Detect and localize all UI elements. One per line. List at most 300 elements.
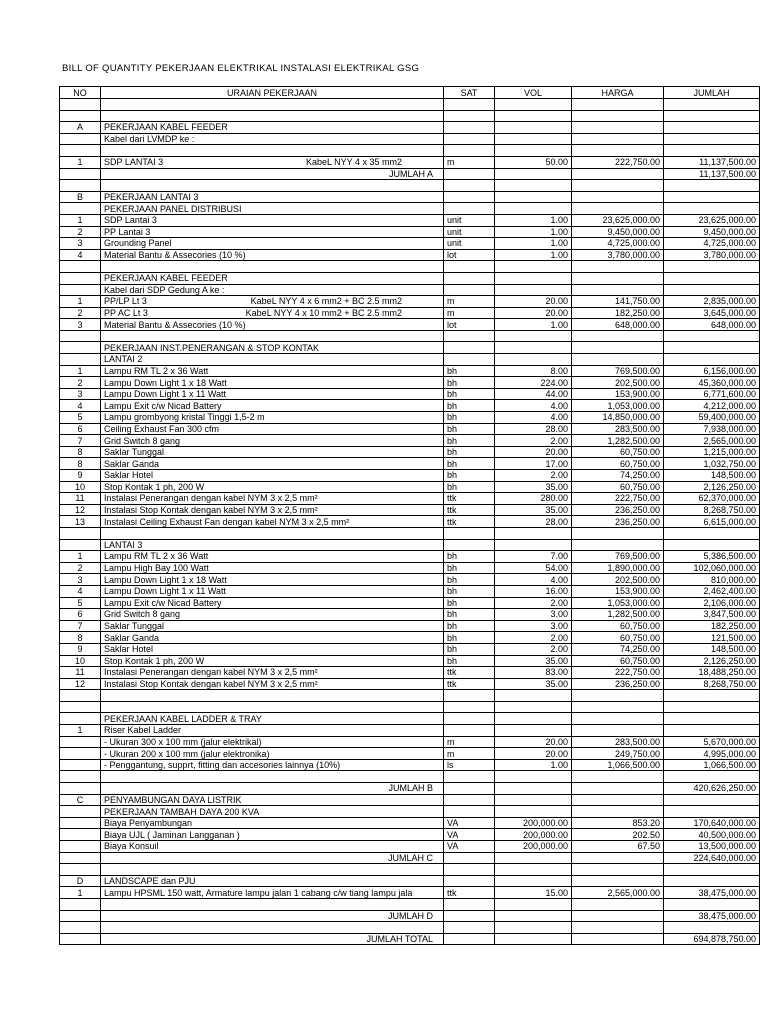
table-row <box>60 249 760 261</box>
table-row <box>60 412 760 424</box>
cell-vol <box>495 168 572 180</box>
cell-harga <box>572 99 664 111</box>
cell-uraian: Grounding Panel <box>101 238 444 250</box>
cell-vol <box>495 122 572 134</box>
cell-sat <box>444 527 495 539</box>
cell-jumlah <box>664 771 760 783</box>
cell-sat <box>444 771 495 783</box>
cell-sat: ttk <box>444 887 495 899</box>
table-row <box>60 493 760 505</box>
cell-harga: 202.50 <box>572 829 664 841</box>
cell-sat: ls <box>444 759 495 771</box>
cell-harga <box>572 701 664 713</box>
cell-vol: 200,000.00 <box>495 817 572 829</box>
cell-vol: 200,000.00 <box>495 829 572 841</box>
header-harga: HARGA <box>572 87 664 99</box>
cell-no: 5 <box>60 412 101 424</box>
cell-vol <box>495 852 572 864</box>
cell-vol <box>495 133 572 145</box>
cell-jumlah: 38,475,000.00 <box>664 887 760 899</box>
cell-uraian: LANDSCAPE dan PJU <box>101 875 444 887</box>
cell-sat <box>444 99 495 111</box>
cell-no <box>60 736 101 748</box>
table-row <box>60 562 760 574</box>
cell-sat: unit <box>444 238 495 250</box>
cell-vol: 20.00 <box>495 307 572 319</box>
cell-harga: 1,890,000.00 <box>572 562 664 574</box>
cell-jumlah: 182,250.00 <box>664 620 760 632</box>
cell-uraian: PENYAMBUNGAN DAYA LISTRIK <box>101 794 444 806</box>
cell-uraian <box>101 110 444 122</box>
cell-no <box>60 203 101 215</box>
cell-jumlah: 40,500,000.00 <box>664 829 760 841</box>
cell-uraian: Lampu Down Light 1 x 11 Watt <box>101 585 444 597</box>
cell-harga <box>572 180 664 192</box>
cell-harga: 153,900.00 <box>572 585 664 597</box>
cell-no: 3 <box>60 238 101 250</box>
cell-vol <box>495 875 572 887</box>
cell-sat <box>444 284 495 296</box>
cell-subtotal-label: JUMLAH TOTAL <box>101 933 444 945</box>
cell-no: 4 <box>60 400 101 412</box>
cell-vol <box>495 725 572 737</box>
cell-jumlah <box>664 272 760 284</box>
cell-harga <box>572 284 664 296</box>
cell-vol <box>495 145 572 157</box>
cell-no <box>60 771 101 783</box>
cell-uraian <box>101 180 444 192</box>
cell-harga: 236,250.00 <box>572 516 664 528</box>
cell-vol: 2.00 <box>495 632 572 644</box>
cell-sat: bh <box>444 655 495 667</box>
cell-no <box>60 864 101 876</box>
cell-harga: 1,053,000.00 <box>572 597 664 609</box>
table-row <box>60 771 760 783</box>
table-row <box>60 354 760 366</box>
table-row <box>60 284 760 296</box>
cell-jumlah: 2,106,000.00 <box>664 597 760 609</box>
cell-jumlah: 11,137,500.00 <box>664 168 760 180</box>
cell-harga: 67.50 <box>572 841 664 853</box>
cell-no: 3 <box>60 574 101 586</box>
subtotal-row <box>60 852 760 864</box>
cell-vol: 35.00 <box>495 678 572 690</box>
cell-harga <box>572 898 664 910</box>
cell-no: 4 <box>60 249 101 261</box>
header-sat: SAT <box>444 87 495 99</box>
cell-harga: 236,250.00 <box>572 678 664 690</box>
cell-jumlah: 420,626,250.00 <box>664 783 760 795</box>
cell-jumlah <box>664 354 760 366</box>
cell-jumlah <box>664 133 760 145</box>
cell-uraian <box>101 527 444 539</box>
cell-harga <box>572 875 664 887</box>
cell-no <box>60 898 101 910</box>
cell-uraian: PP Lantai 3 <box>101 226 444 238</box>
table-row <box>60 226 760 238</box>
cell-no <box>60 180 101 192</box>
cell-jumlah: 2,126,250.00 <box>664 655 760 667</box>
cell-jumlah: 810,000.00 <box>664 574 760 586</box>
table-row <box>60 203 760 215</box>
cell-vol: 28.00 <box>495 516 572 528</box>
cell-harga: 2,565,000.00 <box>572 887 664 899</box>
cell-vol: 35.00 <box>495 481 572 493</box>
cell-harga <box>572 110 664 122</box>
cell-vol <box>495 806 572 818</box>
cell-harga: 3,780,000.00 <box>572 249 664 261</box>
table-row <box>60 99 760 111</box>
cell-no: 1 <box>60 296 101 308</box>
cell-jumlah: 170,640,000.00 <box>664 817 760 829</box>
cell-uraian: Biaya UJL ( Jaminan Langganan ) <box>101 829 444 841</box>
cell-harga: 222,750.00 <box>572 156 664 168</box>
cell-jumlah <box>664 725 760 737</box>
cell-jumlah <box>664 701 760 713</box>
subtotal-row <box>60 910 760 922</box>
table-row <box>60 527 760 539</box>
cell-no: 6 <box>60 609 101 621</box>
cell-vol: 1.00 <box>495 759 572 771</box>
cell-no: 12 <box>60 504 101 516</box>
cell-jumlah: 4,725,000.00 <box>664 238 760 250</box>
cell-no: C <box>60 794 101 806</box>
cell-vol: 83.00 <box>495 667 572 679</box>
cell-no: 9 <box>60 470 101 482</box>
cell-harga <box>572 122 664 134</box>
cell-jumlah: 23,625,000.00 <box>664 214 760 226</box>
cell-jumlah: 648,000.00 <box>664 319 760 331</box>
cell-jumlah <box>664 806 760 818</box>
cell-vol: 20.00 <box>495 748 572 760</box>
uraian-item: PP/LP Lt 3 <box>104 296 147 307</box>
cell-sat: bh <box>444 435 495 447</box>
cell-no: 2 <box>60 226 101 238</box>
cell-sat: bh <box>444 551 495 563</box>
cell-no <box>60 284 101 296</box>
cell-sat <box>444 110 495 122</box>
header-no: NO <box>60 87 101 99</box>
table-row <box>60 841 760 853</box>
cell-jumlah: 9,450,000.00 <box>664 226 760 238</box>
cell-vol: 50.00 <box>495 156 572 168</box>
cell-no <box>60 690 101 702</box>
cell-harga: 74,250.00 <box>572 643 664 655</box>
cell-jumlah: 18,488,250.00 <box>664 667 760 679</box>
cell-no: 8 <box>60 632 101 644</box>
cell-sat: m <box>444 307 495 319</box>
cell-harga <box>572 783 664 795</box>
cell-uraian: Biaya Konsuil <box>101 841 444 853</box>
cell-no <box>60 330 101 342</box>
cell-no: 11 <box>60 493 101 505</box>
cell-sat: bh <box>444 643 495 655</box>
cell-sat: VA <box>444 829 495 841</box>
table-row <box>60 481 760 493</box>
cell-no <box>60 527 101 539</box>
cell-sat: unit <box>444 226 495 238</box>
cell-no <box>60 806 101 818</box>
boq-table <box>59 86 760 945</box>
cell-uraian: Saklar Tunggal <box>101 446 444 458</box>
cell-uraian: Saklar Hotel <box>101 470 444 482</box>
cell-jumlah: 224,640,000.00 <box>664 852 760 864</box>
cell-uraian: Stop Kontak 1 ph, 200 W <box>101 655 444 667</box>
cell-jumlah <box>664 145 760 157</box>
cell-no: 4 <box>60 585 101 597</box>
cell-uraian: Lampu grombyong kristal Tinggi 1,5-2 m <box>101 412 444 424</box>
cell-harga: 853.20 <box>572 817 664 829</box>
cell-uraian <box>101 99 444 111</box>
cell-jumlah <box>664 191 760 203</box>
table-row <box>60 748 760 760</box>
cell-harga <box>572 354 664 366</box>
cell-uraian: Riser Kabel Ladder <box>101 725 444 737</box>
cell-uraian: - Penggantung, supprt, fitting dan accesories lainnya (10%) <box>101 759 444 771</box>
cell-uraian: Kabel dari LVMDP ke : <box>101 133 444 145</box>
table-row <box>60 609 760 621</box>
cell-jumlah <box>664 180 760 192</box>
cell-sat <box>444 690 495 702</box>
table-row <box>60 156 760 168</box>
cell-no: 1 <box>60 725 101 737</box>
cell-uraian: Lampu Down Light 1 x 11 Watt <box>101 388 444 400</box>
cell-vol: 1.00 <box>495 319 572 331</box>
cell-no <box>60 342 101 354</box>
cell-sat: ttk <box>444 493 495 505</box>
cell-harga: 14,850,000.00 <box>572 412 664 424</box>
cell-uraian: PEKERJAAN KABEL FEEDER <box>101 122 444 134</box>
cell-jumlah: 3,645,000.00 <box>664 307 760 319</box>
cell-sat: bh <box>444 470 495 482</box>
cell-harga: 153,900.00 <box>572 388 664 400</box>
cell-uraian <box>101 296 444 308</box>
header-jumlah: JUMLAH <box>664 87 760 99</box>
cell-vol <box>495 910 572 922</box>
cell-vol: 4.00 <box>495 412 572 424</box>
cell-sat <box>444 354 495 366</box>
table-row <box>60 435 760 447</box>
cell-vol: 2.00 <box>495 597 572 609</box>
cell-uraian: Lampu HPSML 150 watt, Armature lampu jalan 1 cabang c/w tiang lampu jala <box>101 887 444 899</box>
uraian-item: SDP LANTAI 3 <box>104 157 164 168</box>
cell-jumlah: 102,060,000.00 <box>664 562 760 574</box>
cell-no <box>60 133 101 145</box>
cell-vol <box>495 713 572 725</box>
cell-jumlah: 8,268,750.00 <box>664 678 760 690</box>
cell-sat <box>444 875 495 887</box>
cell-no: 1 <box>60 214 101 226</box>
cell-vol: 2.00 <box>495 643 572 655</box>
cell-vol: 35.00 <box>495 504 572 516</box>
cell-vol <box>495 180 572 192</box>
cell-no: A <box>60 122 101 134</box>
cell-jumlah: 8,268,750.00 <box>664 504 760 516</box>
table-row <box>60 145 760 157</box>
cell-vol: 17.00 <box>495 458 572 470</box>
cell-harga: 283,500.00 <box>572 423 664 435</box>
table-row <box>60 319 760 331</box>
table-row <box>60 504 760 516</box>
cell-no: 7 <box>60 435 101 447</box>
table-row <box>60 922 760 934</box>
cell-subtotal-label: JUMLAH D <box>101 910 444 922</box>
cell-jumlah: 2,565,000.00 <box>664 435 760 447</box>
cell-harga: 202,500.00 <box>572 377 664 389</box>
cell-sat: bh <box>444 388 495 400</box>
cell-uraian <box>101 261 444 273</box>
table-row <box>60 261 760 273</box>
subtotal-row <box>60 783 760 795</box>
table-row <box>60 794 760 806</box>
cell-uraian: Instalasi Penerangan dengan kabel NYM 3 x 2,5 mm² <box>101 493 444 505</box>
cell-harga: 60,750.00 <box>572 620 664 632</box>
cell-sat: bh <box>444 562 495 574</box>
cell-no <box>60 829 101 841</box>
cell-harga <box>572 272 664 284</box>
cell-jumlah: 4,212,000.00 <box>664 400 760 412</box>
table-header-row <box>60 87 760 99</box>
cell-vol <box>495 261 572 273</box>
cell-sat: lot <box>444 249 495 261</box>
cell-uraian <box>101 771 444 783</box>
cell-sat <box>444 713 495 725</box>
cell-vol <box>495 527 572 539</box>
cell-vol: 3.00 <box>495 609 572 621</box>
cell-vol <box>495 794 572 806</box>
cell-vol <box>495 342 572 354</box>
cell-uraian: Lampu Exit c/w Nicad Battery <box>101 400 444 412</box>
cell-sat <box>444 852 495 864</box>
cell-harga: 4,725,000.00 <box>572 238 664 250</box>
cell-harga: 648,000.00 <box>572 319 664 331</box>
cell-jumlah: 59,400,000.00 <box>664 412 760 424</box>
cell-jumlah <box>664 110 760 122</box>
cell-jumlah: 694,878,750.00 <box>664 933 760 945</box>
cell-sat <box>444 191 495 203</box>
cell-jumlah: 2,126,250.00 <box>664 481 760 493</box>
cell-jumlah <box>664 713 760 725</box>
cell-vol <box>495 110 572 122</box>
table-row <box>60 585 760 597</box>
table-row <box>60 643 760 655</box>
cell-jumlah: 3,780,000.00 <box>664 249 760 261</box>
uraian-split <box>104 157 440 167</box>
cell-sat <box>444 272 495 284</box>
cell-sat: bh <box>444 412 495 424</box>
cell-uraian: PEKERJAAN TAMBAH DAYA 200 KVA <box>101 806 444 818</box>
cell-vol <box>495 354 572 366</box>
cell-no: 11 <box>60 667 101 679</box>
cell-no: 5 <box>60 597 101 609</box>
cell-jumlah: 4,995,000.00 <box>664 748 760 760</box>
cell-no <box>60 168 101 180</box>
cell-no: 6 <box>60 423 101 435</box>
cell-harga: 222,750.00 <box>572 493 664 505</box>
cell-no <box>60 272 101 284</box>
cell-jumlah: 45,360,000.00 <box>664 377 760 389</box>
cell-vol: 16.00 <box>495 585 572 597</box>
cell-harga: 222,750.00 <box>572 667 664 679</box>
cell-harga: 1,282,500.00 <box>572 609 664 621</box>
table-row <box>60 678 760 690</box>
table-row <box>60 377 760 389</box>
subtotal-row <box>60 168 760 180</box>
cell-sat: m <box>444 296 495 308</box>
cell-no <box>60 539 101 551</box>
table-row <box>60 516 760 528</box>
cell-subtotal-label: JUMLAH C <box>101 852 444 864</box>
cell-uraian <box>101 690 444 702</box>
cell-jumlah: 11,137,500.00 <box>664 156 760 168</box>
cell-uraian: Instalasi Stop Kontak dengan kabel NYM 3 x 2,5 mm² <box>101 678 444 690</box>
cell-vol: 7.00 <box>495 551 572 563</box>
table-row <box>60 806 760 818</box>
cell-vol: 2.00 <box>495 470 572 482</box>
cell-vol <box>495 864 572 876</box>
cell-uraian: PEKERJAAN LANTAI 3 <box>101 191 444 203</box>
cell-uraian: Saklar Hotel <box>101 643 444 655</box>
cell-subtotal-label: JUMLAH B <box>101 783 444 795</box>
cell-jumlah <box>664 261 760 273</box>
cell-harga: 769,500.00 <box>572 365 664 377</box>
cell-no: 8 <box>60 446 101 458</box>
cell-vol <box>495 539 572 551</box>
cell-jumlah: 62,370,000.00 <box>664 493 760 505</box>
cell-sat <box>444 864 495 876</box>
cell-uraian: Lampu RM TL 2 x 36 Watt <box>101 365 444 377</box>
cell-uraian: PEKERJAAN INST.PENERANGAN & STOP KONTAK <box>101 342 444 354</box>
header-vol: VOL <box>495 87 572 99</box>
cell-no: 1 <box>60 887 101 899</box>
cell-vol: 280.00 <box>495 493 572 505</box>
table-row <box>60 342 760 354</box>
cell-jumlah: 1,032,750.00 <box>664 458 760 470</box>
cell-vol: 8.00 <box>495 365 572 377</box>
cell-harga <box>572 203 664 215</box>
cell-no: 3 <box>60 319 101 331</box>
table-row <box>60 133 760 145</box>
table-row <box>60 400 760 412</box>
cell-jumlah: 2,835,000.00 <box>664 296 760 308</box>
cell-no: 3 <box>60 388 101 400</box>
cell-uraian: Stop Kontak 1 ph, 200 W <box>101 481 444 493</box>
document-title: BILL OF QUANTITY PEKERJAAN ELEKTRIKAL INSTALASI ELEKTRIKAL GSG <box>62 63 420 74</box>
cell-vol: 15.00 <box>495 887 572 899</box>
cell-sat: unit <box>444 214 495 226</box>
cell-uraian: Material Bantu & Assecories (10 %) <box>101 249 444 261</box>
cell-sat <box>444 168 495 180</box>
cell-no <box>60 701 101 713</box>
cell-uraian: Saklar Tunggal <box>101 620 444 632</box>
cell-jumlah <box>664 898 760 910</box>
cell-no: 1 <box>60 365 101 377</box>
cell-sat <box>444 806 495 818</box>
cell-sat <box>444 701 495 713</box>
cell-no <box>60 110 101 122</box>
cell-sat: ttk <box>444 667 495 679</box>
cell-vol: 1.00 <box>495 249 572 261</box>
cell-jumlah: 121,500.00 <box>664 632 760 644</box>
cell-harga: 283,500.00 <box>572 736 664 748</box>
cell-jumlah: 6,615,000.00 <box>664 516 760 528</box>
cell-jumlah <box>664 342 760 354</box>
cell-harga: 1,053,000.00 <box>572 400 664 412</box>
uraian-split <box>104 296 440 306</box>
table-row <box>60 330 760 342</box>
cell-no: 10 <box>60 655 101 667</box>
table-row <box>60 423 760 435</box>
